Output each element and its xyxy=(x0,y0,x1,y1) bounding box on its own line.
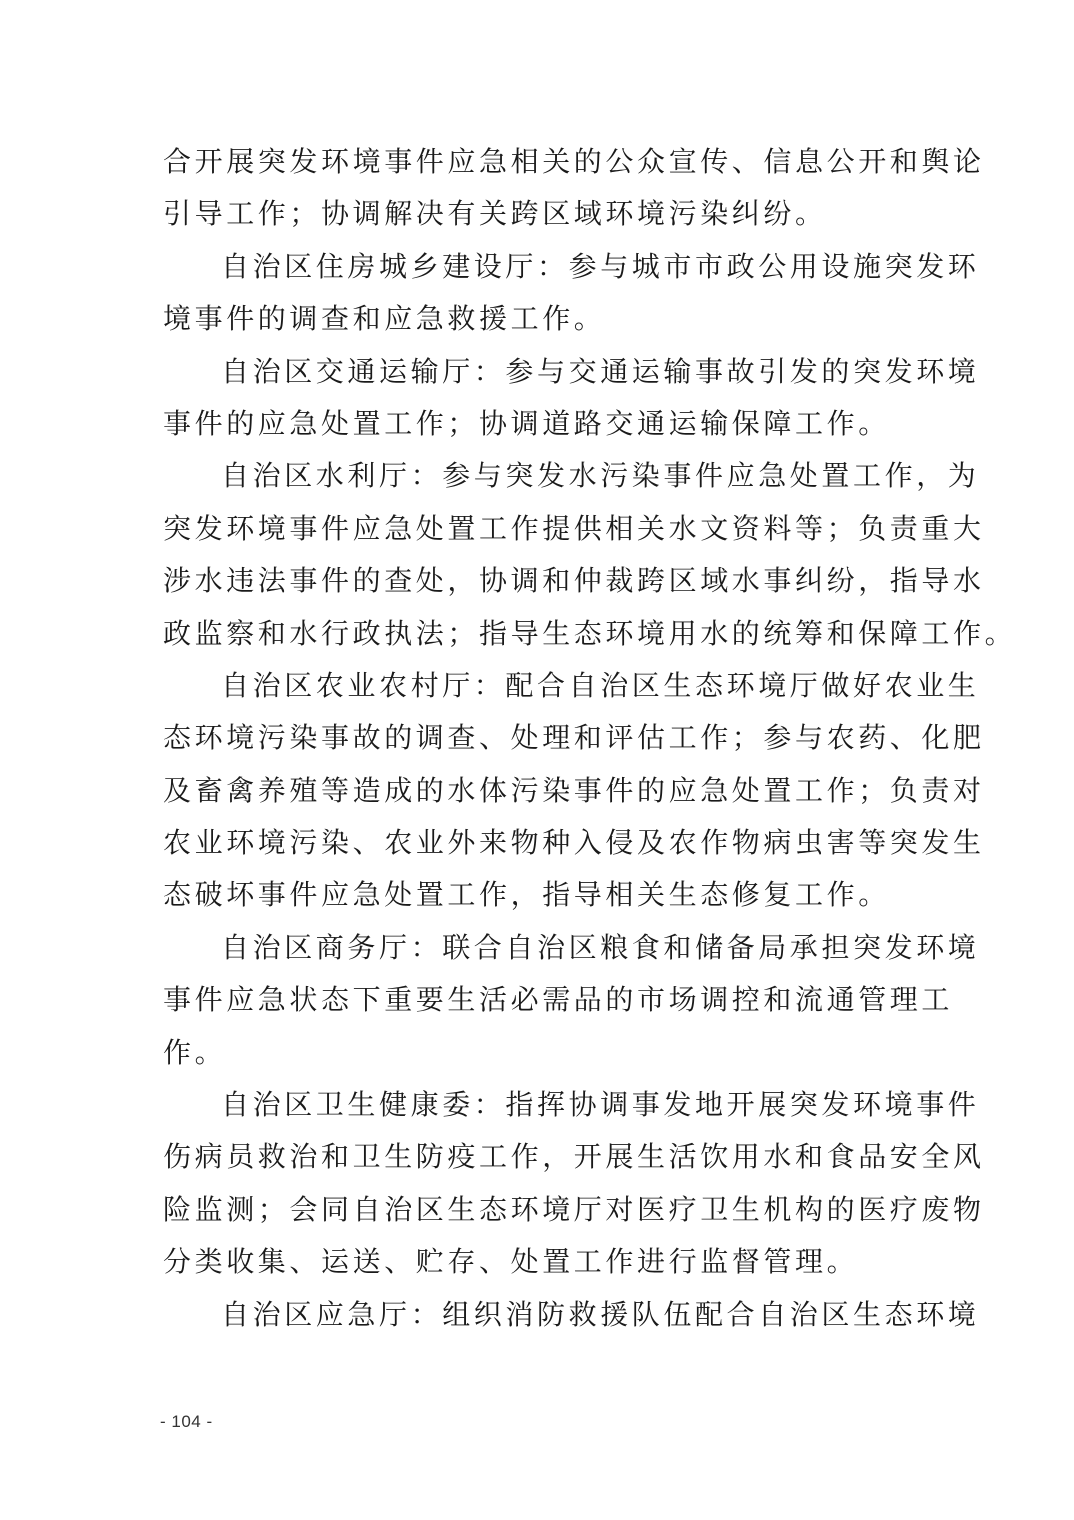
text-line: 作。 xyxy=(163,1035,227,1069)
text-line: 险监测；会同自治区生态环境厅对医疗卫生机构的医疗废物 xyxy=(163,1192,985,1226)
text-line: 分类收集、运送、贮存、处置工作进行监督管理。 xyxy=(163,1245,859,1279)
text-line: 事件的应急处置工作；协调道路交通运输保障工作。 xyxy=(163,406,890,440)
paragraph-start-line: 自治区应急厅：组织消防救援队伍配合自治区生态环境 xyxy=(221,1297,980,1331)
paragraph-start-line: 自治区交通运输厅：参与交通运输事故引发的突发环境 xyxy=(221,354,980,388)
text-line: 突发环境事件应急处置工作提供相关水文资料等；负责重大 xyxy=(163,511,985,545)
paragraph-start-line: 自治区卫生健康委：指挥协调事发地开展突发环境事件 xyxy=(221,1088,980,1122)
text-line: 及畜禽养殖等造成的水体污染事件的应急处置工作；负责对 xyxy=(163,773,985,807)
text-line: 态环境污染事故的调查、处理和评估工作；参与农药、化肥 xyxy=(163,721,985,755)
paragraph-start-line: 自治区水利厅：参与突发水污染事件应急处置工作，为 xyxy=(221,459,980,493)
paragraph-start-line: 自治区农业农村厅：配合自治区生态环境厅做好农业生 xyxy=(221,668,980,702)
text-line: 伤病员救治和卫生防疫工作，开展生活饮用水和食品安全风 xyxy=(163,1140,985,1174)
text-line: 合开展突发环境事件应急相关的公众宣传、信息公开和舆论 xyxy=(163,145,985,178)
paragraph-start-line: 自治区商务厅：联合自治区粮食和储备局承担突发环境 xyxy=(221,930,980,964)
page-number: - 104 - xyxy=(160,1412,213,1431)
text-line: 农业环境污染、农业外来物种入侵及农作物病虫害等突发生 xyxy=(163,826,985,860)
text-line: 态破坏事件应急处置工作，指导相关生态修复工作。 xyxy=(163,878,890,912)
text-line: 引导工作；协调解决有关跨区域环境污染纠纷。 xyxy=(163,197,827,231)
paragraph-start-line: 自治区住房城乡建设厅：参与城市市政公用设施突发环 xyxy=(221,249,980,283)
text-line: 政监察和水行政执法；指导生态环境用水的统筹和保障工作。 xyxy=(163,616,1017,650)
text-line: 涉水违法事件的查处，协调和仲裁跨区域水事纠纷，指导水 xyxy=(163,564,985,598)
body-text xyxy=(163,136,1017,1341)
text-line: 事件应急状态下重要生活必需品的市场调控和流通管理工 xyxy=(163,983,954,1017)
text-line: 境事件的调查和应急救援工作。 xyxy=(163,302,606,336)
